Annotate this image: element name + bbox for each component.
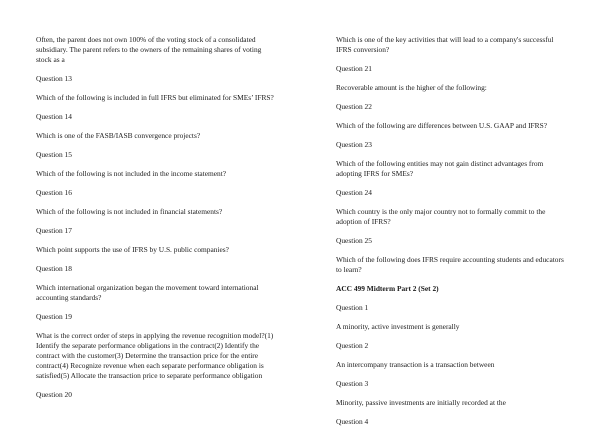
question-number: Question 4: [336, 417, 369, 426]
question-number: Question 25: [336, 236, 372, 245]
question-text: Which of the following is not included in financial statements?: [36, 207, 223, 216]
question-text: Which of the following is included in full IFRS but eliminated for SMEs’ IFRS?: [36, 93, 274, 102]
question-text: Which of the following entities may not gain distinct advantages from adopting IFRS for SMEs?: [336, 159, 544, 178]
left-column: [36, 35, 276, 409]
question-number: Question 19: [36, 312, 72, 321]
question-number: Question 2: [336, 341, 369, 350]
question-text: Which of the following does IFRS require accounting students and educators to learn?: [336, 255, 564, 274]
question-text: Often, the parent does not own 100% of the voting stock of a consolidated subsidiary. The parent refers to the owners of the remaining shares of voting stock as a: [36, 35, 262, 64]
question-number: Question 15: [36, 150, 72, 159]
question-number: Question 22: [336, 102, 372, 111]
question-text: What is the correct order of steps in applying the revenue recognition model?(1) Identify the separate performance obligations in the contract(2) Identify the contract with the customer(3) Determine the transaction price for the entire contract(4) Recognize revenue when each separate performance obligation is satisfied(5) Allocate the transaction price to separate performance obligation: [36, 331, 274, 380]
question-text: Which of the following are differences between U.S. GAAP and IFRS?: [336, 121, 547, 130]
question-number: Question 16: [36, 188, 72, 197]
right-column: [336, 35, 570, 436]
question-number: Question 21: [336, 64, 372, 73]
question-number: Question 1: [336, 303, 369, 312]
question-text: An intercompany transaction is a transaction between: [336, 360, 495, 369]
question-text: Recoverable amount is the higher of the following:: [336, 83, 487, 92]
question-number: Question 20: [36, 390, 72, 399]
question-text: Which is one of the key activities that will lead to a company's successful IFRS conversion?: [336, 35, 554, 54]
question-number: Question 23: [336, 140, 372, 149]
question-text: A minority, active investment is generally: [336, 322, 460, 331]
question-number: Question 14: [36, 112, 72, 121]
question-number: Question 3: [336, 379, 369, 388]
question-number: Question 24: [336, 188, 372, 197]
question-text: Minority, passive investments are initially recorded at the: [336, 398, 506, 407]
question-text: Which point supports the use of IFRS by U.S. public companies?: [36, 245, 229, 254]
question-number: Question 18: [36, 264, 72, 273]
section-heading: ACC 499 Midterm Part 2 (Set 2): [336, 284, 439, 293]
question-text: Which of the following is not included in the income statement?: [36, 169, 227, 178]
question-number: Question 13: [36, 74, 72, 83]
question-number: Question 17: [36, 226, 72, 235]
question-text: Which is one of the FASB/IASB convergence projects?: [36, 131, 201, 140]
question-text: Which country is the only major country not to formally commit to the adoption of IFRS?: [336, 207, 546, 226]
question-text: Which international organization began the movement toward international accounting standards?: [36, 283, 259, 302]
